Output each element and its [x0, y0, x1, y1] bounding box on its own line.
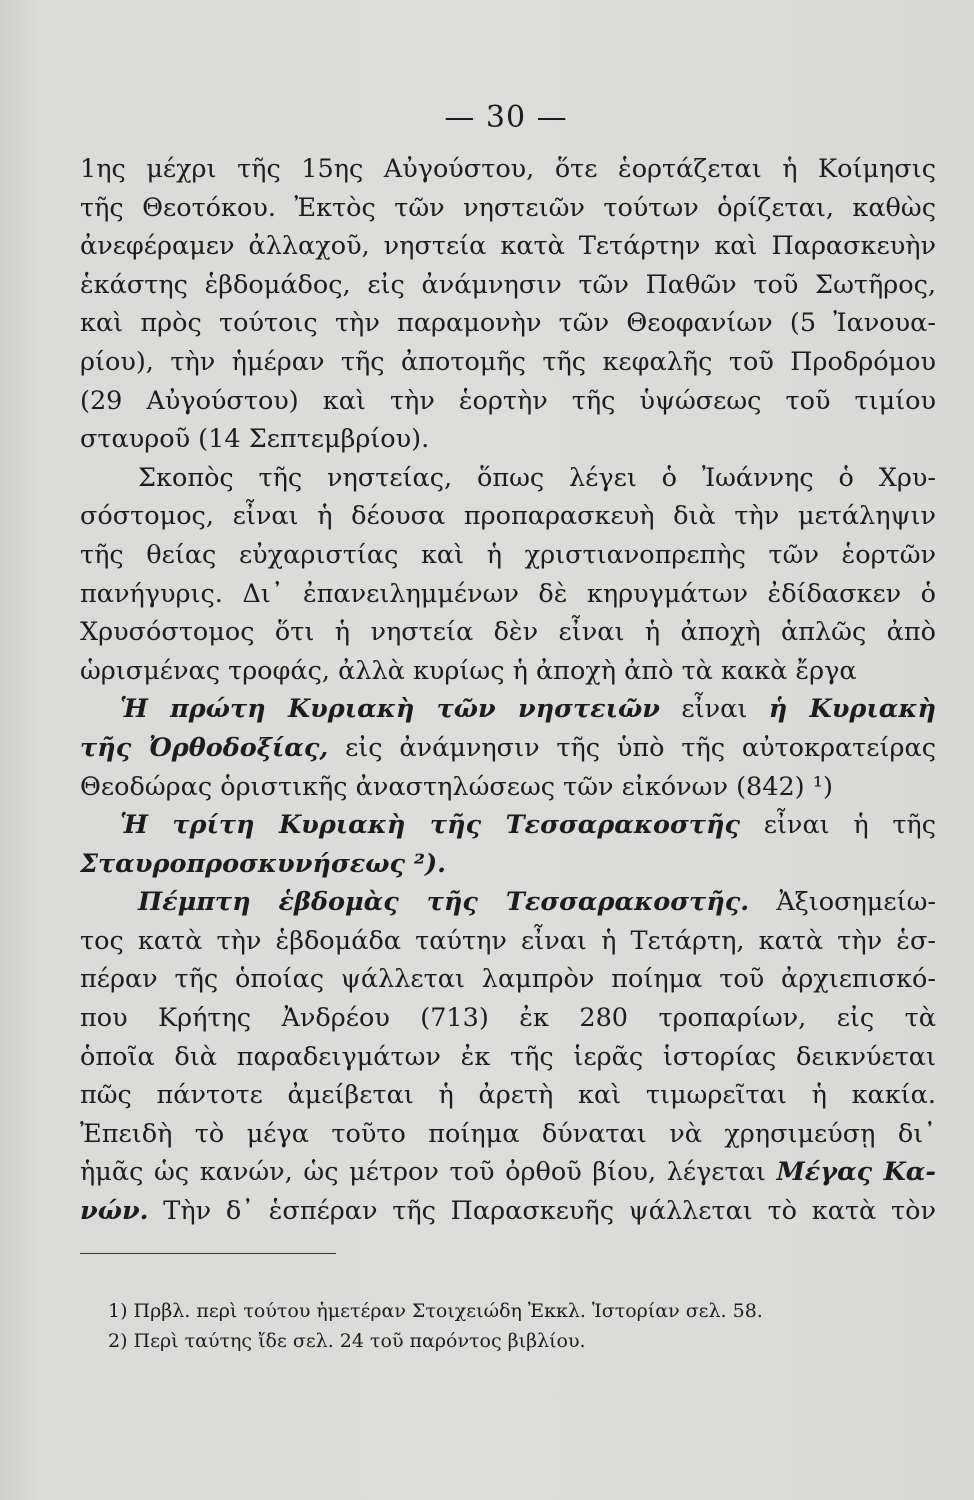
text-line: που Κρήτης Ἀνδρέου (713) ἐκ 280 τροπαρίων, εἰς τὰ: [80, 1003, 936, 1034]
emphasis-text: ἡ Κυριακὴ: [768, 694, 936, 725]
text-line: ρίου), τὴν ἡμέραν τῆς ἀποτομῆς τῆς κεφαλῆς τοῦ Προδρόμου: [80, 346, 936, 377]
text-line: πῶς πάντοτε ἀμείβεται ἡ ἀρετὴ καὶ τιμωρεῖται ἡ κακία.: [80, 1080, 936, 1111]
emphasis-text: Ἡ τρίτη Κυριακὴ τῆς Τεσσαρακοστῆς: [120, 810, 741, 841]
text-line: ὡρισμένας τροφάς, ἀλλὰ κυρίως ἡ ἀποχὴ ἀπὸ τὰ κακὰ ἔργα: [80, 655, 857, 686]
text-line: Ἡ τρίτη Κυριακὴ τῆς Τεσσαρακοστῆς εἶναι ἡ τῆς: [120, 810, 936, 841]
text-line: καὶ πρὸς τούτοις τὴν παραμονὴν τῶν Θεοφανίων (5 Ἰανουα-: [80, 308, 936, 339]
text-line: Χρυσόστομος ὅτι ἡ νηστεία δὲν εἶναι ἡ ἀποχὴ ἁπλῶς ἀπὸ: [80, 617, 936, 648]
text-line: (29 Αὐγούστου) καὶ τὴν ἑορτὴν τῆς ὑψώσεως τοῦ τιμίου: [80, 385, 936, 416]
emphasis-text: τῆς Ὀρθοδοξίας,: [80, 732, 329, 763]
text-line: ἡμᾶς ὡς κανών, ὡς μέτρον τοῦ ὀρθοῦ βίου, λέγεται Μέγας Κα-: [80, 1157, 936, 1188]
emphasis-text: Πέμπτη ἑβδομὰς τῆς Τεσσαρακοστῆς.: [138, 887, 750, 918]
text-line: ὁποῖα διὰ παραδειγμάτων ἐκ τῆς ἱερᾶς ἱστορίας δεικνύεται: [80, 1041, 936, 1072]
footnotes: [108, 1296, 908, 1356]
text-line: πανήγυρις. Δι᾽ ἐπανειλημμένων δὲ κηρυγμάτων ἐδίδασκεν ὁ: [80, 578, 936, 609]
emphasis-text: Μέγας Κα-: [776, 1157, 936, 1188]
emphasis-text: Ἡ πρώτη Κυριακὴ τῶν νηστειῶν: [120, 694, 660, 725]
text-line: τῆς θείας εὐχαριστίας καὶ ἡ χριστιανοπρεπὴς τῶν ἑορτῶν: [80, 539, 936, 570]
text-line: σταυροῦ (14 Σεπτεμβρίου).: [80, 424, 430, 455]
text-line: Σκοπὸς τῆς νηστείας, ὅπως λέγει ὁ Ἰωάννης ὁ Χρυ-: [138, 462, 936, 493]
text-line: 1ης μέχρι τῆς 15ης Αὐγούστου, ὅτε ἑορτάζεται ἡ Κοίμησις: [80, 154, 936, 184]
text-line: τος κατὰ τὴν ἑβδομάδα ταύτην εἶναι ἡ Τετάρτη, κατὰ τὴν ἑσ-: [80, 925, 936, 956]
text-line: τῆς Ὀρθοδοξίας, εἰς ἀνάμνησιν τῆς ὑπὸ τῆς αὐτοκρατείρας: [80, 732, 936, 763]
page-number: — 30 —: [444, 100, 568, 135]
emphasis-text: Σταυροπροσκυνήσεως ²).: [80, 848, 447, 879]
text-line: πέραν τῆς ὁποίας ψάλλεται λαμπρὸν ποίημα τοῦ ἀρχιεπισκό-: [80, 964, 936, 995]
text-line: [80, 845, 936, 884]
text-line: Θεοδώρας ὁριστικῆς ἀναστηλώσεως τῶν εἰκόνων (842) ¹): [80, 771, 833, 802]
emphasis-text: νών.: [80, 1196, 149, 1227]
text-line: νών. Τὴν δ᾽ ἑσπέραν τῆς Παρασκευῆς ψάλλεται τὸ κατὰ τὸν: [80, 1196, 936, 1227]
footnote-divider: [80, 1253, 336, 1254]
text-line: Πέμπτη ἑβδομὰς τῆς Τεσσαρακοστῆς. Ἀξιοσημείω-: [138, 887, 936, 918]
text-line: σόστομος, εἶναι ἡ δέουσα προπαρασκευὴ διὰ τὴν μετάληψιν: [80, 501, 936, 532]
footnote: 2) Περὶ ταύτης ἴδε σελ. 24 τοῦ παρόντος βιβλίου.: [108, 1330, 586, 1352]
text-line: Ἡ πρώτη Κυριακὴ τῶν νηστειῶν εἶναι ἡ Κυριακὴ: [120, 694, 936, 725]
text-line: ἑκάστης ἑβδομάδος, εἰς ἀνάμνησιν τῶν Παθῶν τοῦ Σωτῆρος,: [80, 269, 936, 300]
body-text: [80, 150, 936, 1231]
text-line: τῆς Θεοτόκου. Ἐκτὸς τῶν νηστειῶν τούτων ὁρίζεται, καθὼς: [80, 192, 936, 223]
text-line: Ἐπειδὴ τὸ μέγα τοῦτο ποίημα δύναται νὰ χρησιμεύσῃ δι᾽: [80, 1118, 936, 1149]
footnote: 1) Πρβλ. περὶ τούτου ἡμετέραν Στοιχειώδη Ἐκκλ. Ἱστορίαν σελ. 58.: [108, 1300, 763, 1322]
text-line: ἀνεφέραμεν ἀλλαχοῦ, νηστεία κατὰ Τετάρτην καὶ Παρασκευὴν: [80, 231, 936, 262]
